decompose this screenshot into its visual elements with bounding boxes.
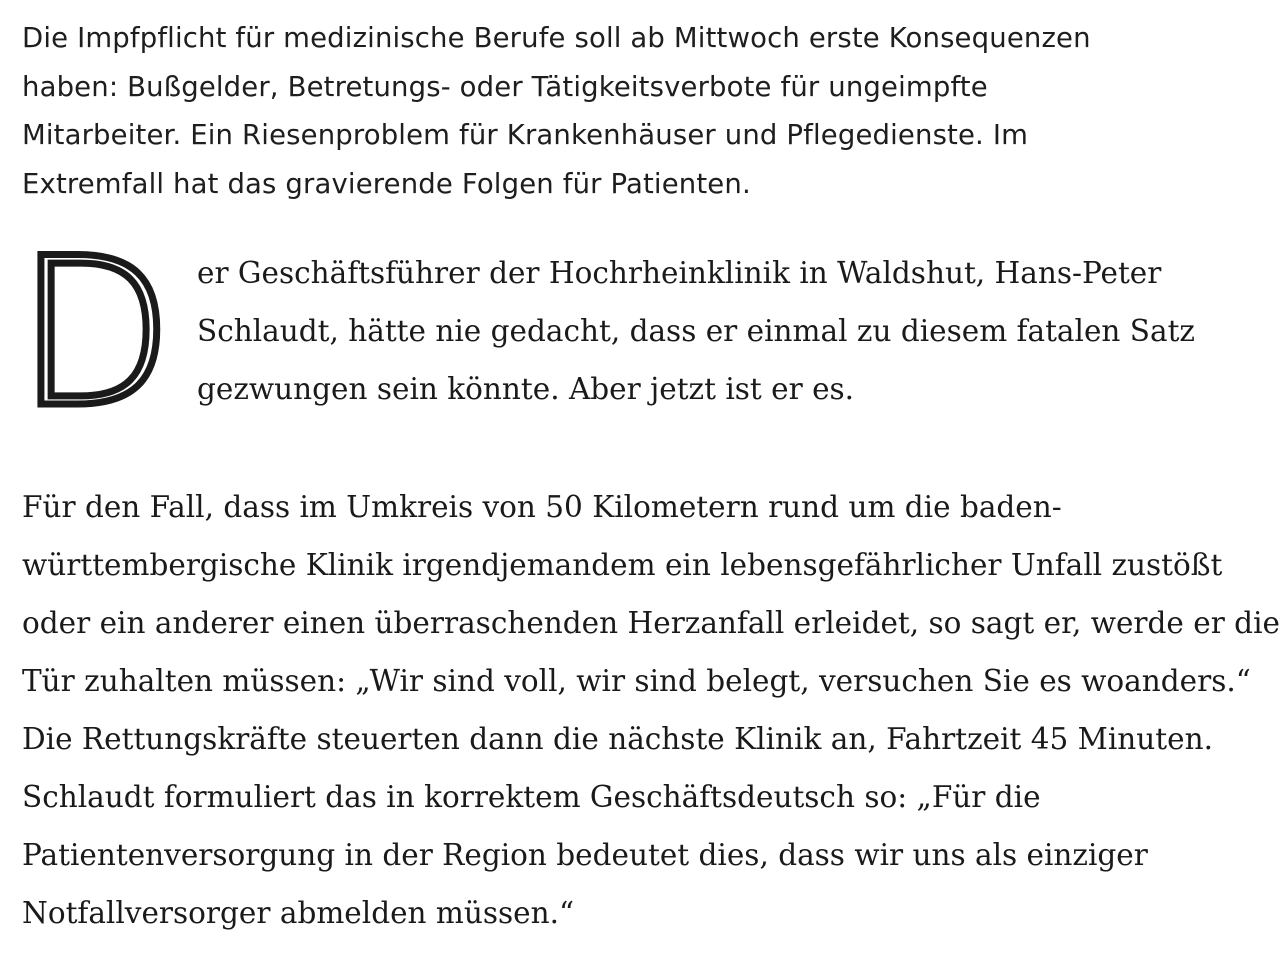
teaser-line: Extremfall hat das gravierende Folgen für Patienten. <box>22 167 751 200</box>
paragraph-line: württembergische Klinik irgendjemandem ein lebensgefährlicher Unfall zustößt <box>22 548 1223 582</box>
paragraph-line: Die Rettungskräfte steuerten dann die nächste Klinik an, Fahrtzeit 45 Minuten. <box>22 722 1213 756</box>
article-teaser <box>22 14 1242 208</box>
dropcap <box>16 215 174 453</box>
teaser-line: Die Impfpflicht für medizinische Berufe soll ab Mittwoch erste Konsequenzen <box>22 22 1091 54</box>
paragraph-line: Schlaudt formuliert das in korrektem Geschäftsdeutsch so: „Für die <box>22 780 1041 814</box>
paragraph-line: Patientenversorgung in der Region bedeutet dies, dass wir uns als einziger <box>22 838 1148 872</box>
paragraph-line: Für den Fall, dass im Umkreis von 50 Kilometern rund um die baden- <box>22 490 1062 524</box>
paragraph-line: Schlaudt, hätte nie gedacht, dass er einmal zu diesem fatalen Satz <box>197 314 1195 348</box>
teaser-line: haben: Bußgelder, Betretungs- oder Tätigkeitsverbote für ungeimpfte <box>22 70 988 103</box>
paragraph-line: Notfallversorger abmelden müssen.“ <box>22 896 575 930</box>
body-paragraph <box>22 478 1280 942</box>
paragraph-line: oder ein anderer einen überraschenden Herzanfall erleidet, so sagt er, werde er die <box>22 606 1280 640</box>
teaser-line: Mitarbeiter. Ein Riesenproblem für Krankenhäuser und Pflegedienste. Im <box>22 119 1029 151</box>
paragraph-line: er Geschäftsführer der Hochrheinklinik in Waldshut, Hans-Peter <box>197 256 1162 290</box>
lead-paragraph <box>197 244 1195 418</box>
dropcap-letter: D <box>16 215 174 453</box>
paragraph-line: Tür zuhalten müssen: „Wir sind voll, wir sind belegt, versuchen Sie es woanders.“ <box>22 664 1251 698</box>
paragraph-line: gezwungen sein könnte. Aber jetzt ist er es. <box>197 372 855 406</box>
